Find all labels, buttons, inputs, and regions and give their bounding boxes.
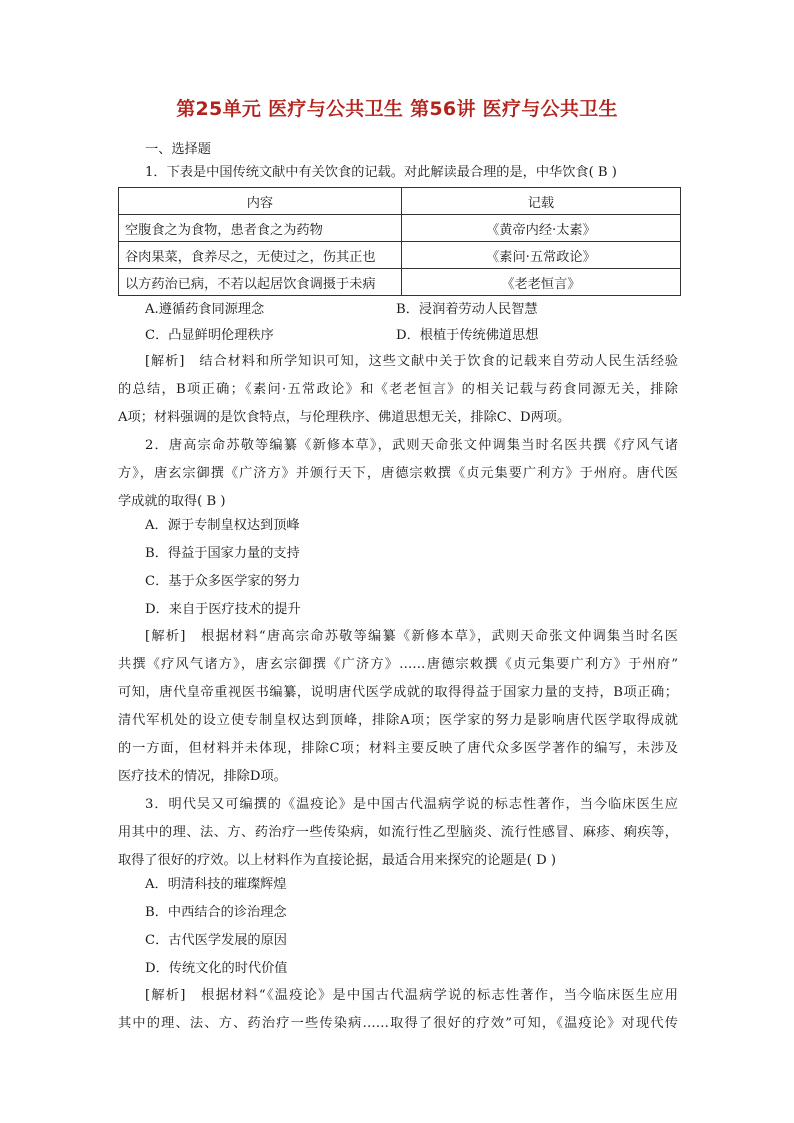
q1-option-c: C．凸显鲜明伦理秩序 xyxy=(145,328,274,343)
table-row xyxy=(119,215,681,242)
table-cell: 《老老恒言》 xyxy=(401,269,680,296)
q2-stem-line: 方》，唐玄宗御撰《广济方》并颁行天下，唐德宗敕撰《贞元集要广利方》于州府。唐代医 xyxy=(118,466,678,481)
table-cell: 《素问·五常政论》 xyxy=(401,242,680,269)
q2-option-d: D．来自于医疗技术的提升 xyxy=(145,602,301,617)
q2-option-c: C．基于众多医学家的努力 xyxy=(145,574,301,589)
q2-stem-line: 学成就的取得( B ) xyxy=(118,494,226,509)
q3-stem-line: 用其中的理、法、方、药治疗一些传染病，如流行性乙型脑炎、流行性感冒、麻疹、痢疾等， xyxy=(118,825,678,840)
table-header-content: 内容 xyxy=(119,188,402,215)
q2-analysis-line: [解析] 根据材料“唐高宗命苏敬等编纂《新修本草》，武则天命张文仲调集当时名医 xyxy=(145,629,678,644)
table-cell: 以方药治已病，不若以起居饮食调摄于未病 xyxy=(119,269,402,296)
q2-option-a: A．源于专制皇权达到顶峰 xyxy=(145,518,300,533)
q3-analysis-line: [解析] 根据材料“《温疫论》是中国古代温病学说的标志性著作，当今临床医生应用 xyxy=(145,988,678,1003)
q3-option-c: C．古代医学发展的原因 xyxy=(145,933,287,948)
q2-option-b: B．得益于国家力量的支持 xyxy=(145,546,300,561)
q3-option-a: A．明清科技的璀璨辉煌 xyxy=(145,877,287,892)
q1-option-d: D．根植于传统佛道思想 xyxy=(396,328,539,343)
q3-stem-line: 3．明代吴又可编撰的《温疫论》是中国古代温病学说的标志性著作，当今临床医生应 xyxy=(145,797,678,812)
table-header-row xyxy=(119,188,681,215)
q2-stem-line: 2．唐高宗命苏敬等编纂《新修本草》，武则天命张文仲调集当时名医共撰《疗风气诸 xyxy=(145,438,678,453)
q3-analysis-line: 其中的理、法、方、药治疗一些传染病……取得了很好的疗效”可知，《温疫论》对现代传 xyxy=(118,1016,678,1031)
section-heading: 一、选择题 xyxy=(145,142,211,157)
q2-analysis-line: 可知，唐代皇帝重视医书编纂，说明唐代医学成就的取得得益于国家力量的支持，B项正确； xyxy=(118,685,678,700)
table-cell: 《黄帝内经·太素》 xyxy=(401,215,680,242)
q1-analysis-line: [解析] 结合材料和所学知识可知，这些文献中关于饮食的记载来自劳动人民生活经验 xyxy=(145,354,678,369)
q1-table xyxy=(118,187,681,296)
q2-analysis-line: 的一方面，但材料并未体现，排除C项；材料主要反映了唐代众多医学著作的编写，未涉及 xyxy=(118,741,678,756)
table-cell: 谷肉果菜，食养尽之，无使过之，伤其正也 xyxy=(119,242,402,269)
q2-analysis-line: 共撰《疗风气诸方》，唐玄宗御撰《广济方》……唐德宗敕撰《贞元集要广利方》于州府” xyxy=(118,657,678,672)
q3-option-d: D．传统文化的时代价值 xyxy=(145,961,288,976)
q2-analysis-line: 医疗技术的情况，排除D项。 xyxy=(118,769,287,784)
q1-option-b: B．浸润着劳动人民智慧 xyxy=(396,302,538,317)
q1-stem: 1．下表是中国传统文献中有关饮食的记载。对此解读最合理的是，中华饮食( B ) xyxy=(145,165,617,180)
table-row xyxy=(119,269,681,296)
page-title: 第25单元 医疗与公共卫生 第56讲 医疗与公共卫生 xyxy=(176,98,618,120)
q1-analysis-line: A项；材料强调的是饮食特点，与伦理秩序、佛道思想无关，排除C、D两项。 xyxy=(118,410,571,425)
table-header-record: 记载 xyxy=(401,188,680,215)
table-row xyxy=(119,242,681,269)
q1-analysis-line: 的总结，B项正确；《素问·五常政论》和《老老恒言》的相关记载与药食同源无关，排除 xyxy=(118,382,678,397)
table-cell: 空腹食之为食物，患者食之为药物 xyxy=(119,215,402,242)
q2-analysis-line: 清代军机处的设立使专制皇权达到顶峰，排除A项；医学家的努力是影响唐代医学取得成就 xyxy=(118,713,678,728)
q1-option-a: A.遵循药食同源理念 xyxy=(145,302,265,317)
q3-option-b: B．中西结合的诊治理念 xyxy=(145,905,287,920)
q3-stem-line: 取得了很好的疗效。以上材料作为直接论据，最适合用来探究的论题是( D ) xyxy=(118,853,557,868)
